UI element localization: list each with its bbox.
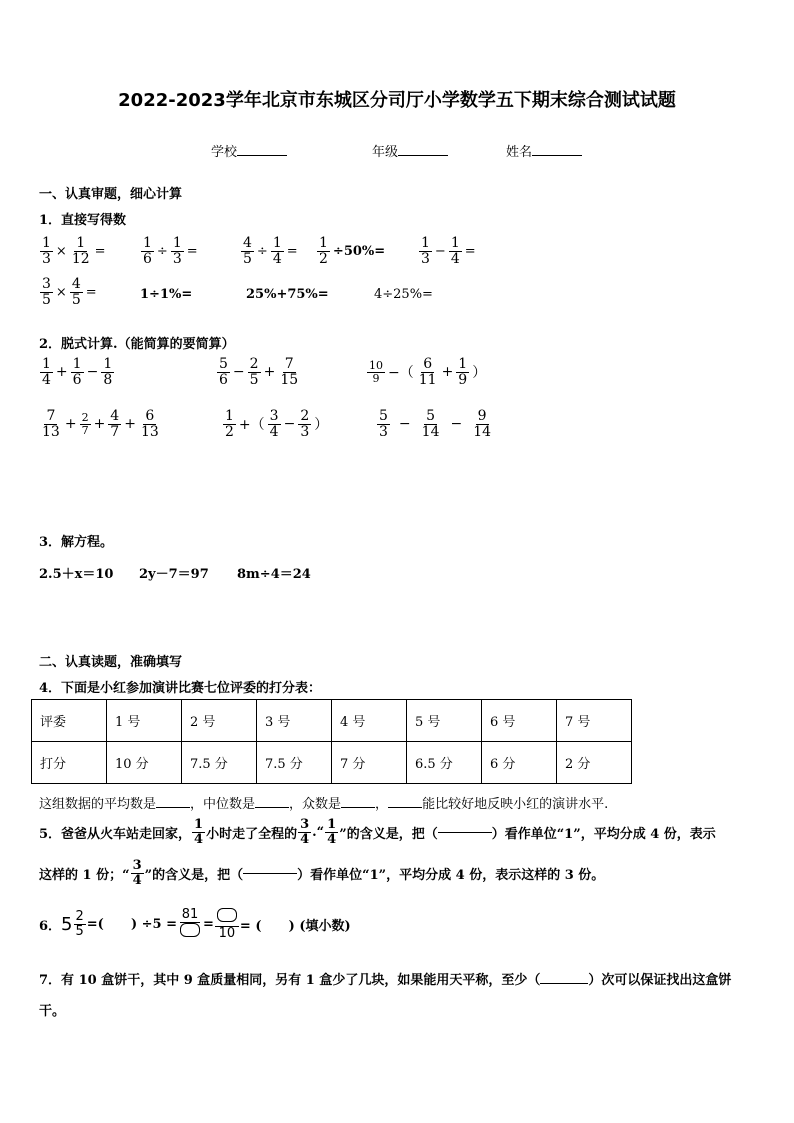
answer-box[interactable] — [180, 923, 200, 937]
table-cell: 4 号 — [332, 700, 407, 742]
q3-equation-1: 2.5＋x＝10 — [39, 567, 114, 582]
answer-blank[interactable] — [438, 832, 492, 833]
q3-label: 3．解方程。 — [39, 535, 114, 550]
answer-blank[interactable] — [388, 807, 422, 808]
answer-blank[interactable] — [243, 873, 297, 874]
q1-item-1: $\frac{1}{3}$ × $\frac{1}{12}$ = — [42, 235, 106, 267]
q1-label: 1．直接写得数 — [39, 213, 127, 228]
q7-line-2: 干。 — [39, 1004, 66, 1019]
q5-line-2: 这样的 1 份；“ $\frac{3}{4}$ ”的含义是，把（ ）看作单位“1”，平均分成 4 份，表示这样的 3 份。 — [39, 858, 605, 888]
q2-label: 2．脱式计算.（能简算的要简算） — [39, 337, 235, 352]
table-cell: 6 分 — [482, 742, 557, 784]
name-field[interactable] — [506, 141, 582, 160]
page-title: 2022-2023学年北京市东城区分司厅小学数学五下期末综合测试试题 — [118, 90, 676, 111]
table-cell: 2 分 — [557, 742, 632, 784]
table-cell: 7 分 — [332, 742, 407, 784]
section1-heading: 一、认真审题，细心计算 — [39, 187, 183, 202]
grade-label: 年级 — [372, 145, 399, 160]
q1-item-5: $\frac{1}{3}$ − $\frac{1}{4}$ = — [421, 235, 476, 267]
q3-equation-3: 8m÷4＝24 — [237, 567, 311, 582]
q2-expr-2: $\frac{5}{6}$ − $\frac{2}{5}$ + $\frac{7}{15}$ — [219, 356, 299, 388]
q2-expr-3: $\frac{10}{9}$ −（ $\frac{6}{11}$ + $\frac{1}{9}$ ） — [369, 356, 487, 388]
q1-item-9: 4÷25%= — [374, 287, 433, 302]
q2-expr-4: $\frac{7}{13}$ + $\frac{2}{7}$ + $\frac{4}{7}$ + $\frac{6}{13}$ — [42, 408, 159, 440]
q3-equation-2: 2y－7＝97 — [139, 567, 209, 582]
q1-item-4: $\frac{1}{2}$ ÷50%= — [319, 235, 386, 267]
q6-line: 6． 5 $\frac{2}{5}$ =( ) ÷5 = 81 = 10 = ( ) (填小数) — [39, 907, 351, 941]
q4-fill-line: 这组数据的平均数是 ，中位数是 ，众数是 ， 能比较好地反映小红的演讲水平. — [39, 797, 609, 812]
q1-item-3: $\frac{4}{5}$ ÷ $\frac{1}{4}$ = — [243, 235, 298, 267]
answer-box[interactable] — [217, 908, 237, 922]
table-cell: 7 号 — [557, 700, 632, 742]
grade-field[interactable] — [372, 141, 448, 160]
q1-item-6: $\frac{3}{5}$ × $\frac{4}{5}$ = — [42, 276, 97, 308]
q1-item-8: 25%+75%= — [246, 287, 329, 302]
q5-line-1: 5．爸爸从火车站走回家， $\frac{1}{4}$ 小时走了全程的 $\frac{3}{4}$ .“ $\frac{1}{4}$ ”的含义是，把（ ）看作单位“1”，平均分成 4 份，表示 — [39, 817, 716, 847]
table-cell: 评委 — [32, 700, 107, 742]
q2-expr-6: $\frac{5}{3}$ − $\frac{5}{14}$ − $\frac{9}{14}$ — [379, 408, 492, 440]
table-cell: 5 号 — [407, 700, 482, 742]
section2-heading: 二、认真读题，准确填写 — [39, 655, 183, 670]
table-cell: 2 号 — [182, 700, 257, 742]
answer-blank[interactable] — [156, 807, 190, 808]
table-cell: 1 号 — [107, 700, 182, 742]
score-table — [31, 699, 632, 784]
q7-line-1: 7．有 10 盒饼干，其中 9 盒质量相同，另有 1 盒少了几块，如果能用天平称，至少（ ）次可以保证找出这盒饼 — [39, 973, 732, 988]
q1-item-7: 1÷1%= — [140, 287, 193, 302]
name-label: 姓名 — [506, 145, 533, 160]
table-row — [32, 742, 632, 784]
answer-blank[interactable] — [341, 807, 375, 808]
q2-expr-1: $\frac{1}{4}$ + $\frac{1}{6}$ − $\frac{1}{8}$ — [42, 356, 113, 388]
table-cell: 3 号 — [257, 700, 332, 742]
answer-blank[interactable] — [540, 983, 588, 984]
q4-label: 4．下面是小红参加演讲比赛七位评委的打分表： — [39, 681, 322, 696]
table-cell: 打分 — [32, 742, 107, 784]
school-label: 学校 — [211, 145, 238, 160]
table-cell: 7.5 分 — [182, 742, 257, 784]
q2-expr-5: $\frac{1}{2}$ +（ $\frac{3}{4}$ − $\frac{2}{3}$ ） — [225, 408, 329, 440]
table-cell: 6 号 — [482, 700, 557, 742]
school-field[interactable] — [211, 141, 287, 160]
q1-item-2: $\frac{1}{6}$ ÷ $\frac{1}{3}$ = — [143, 235, 198, 267]
answer-blank[interactable] — [255, 807, 289, 808]
table-row — [32, 700, 632, 742]
table-cell: 7.5 分 — [257, 742, 332, 784]
table-cell: 6.5 分 — [407, 742, 482, 784]
table-cell: 10 分 — [107, 742, 182, 784]
